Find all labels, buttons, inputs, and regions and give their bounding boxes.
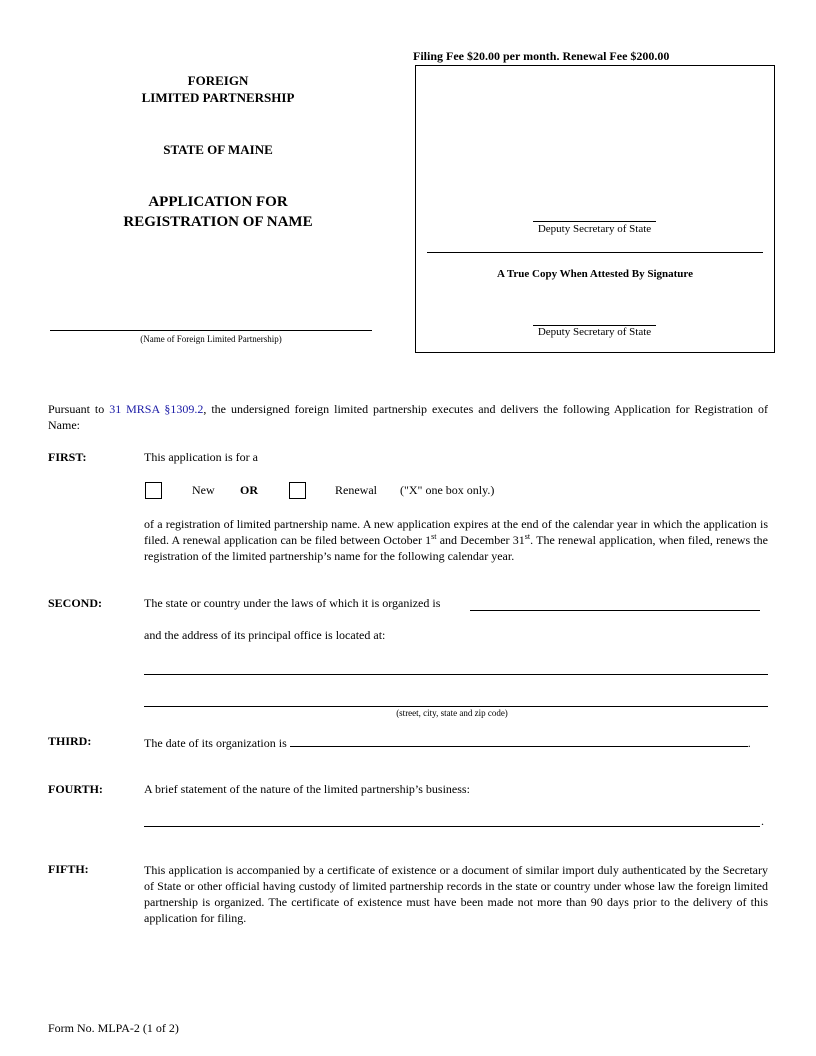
business-nature-field[interactable] [144, 826, 760, 827]
fifth-label: FIFTH: [48, 862, 89, 876]
second-label: SECOND: [48, 596, 103, 610]
state-title: STATE OF MAINE [163, 142, 273, 157]
form-number: Form No. MLPA-2 (1 of 2) [48, 1021, 179, 1035]
title-limited-partnership: LIMITED PARTNERSHIP [141, 90, 295, 105]
new-label: New [192, 483, 215, 497]
fifth-text: This application is accompanied by a certificate of existence or a document of similar import duly authenticated by the Secretary of State or other official having custody of limited partnership records in the state or country under whose law the foreign limited partnership is organized. The certificate of existence must have been made not more than 90 days prior to the delivery of this application for filing. [144, 863, 768, 925]
first-lead: This application is for a [144, 450, 258, 464]
deputy-secretary-label-2: Deputy Secretary of State [537, 326, 652, 338]
second-line1: The state or country under the laws of which it is organized is [144, 596, 441, 610]
filing-fee-text: Filing Fee $20.00 per month. Renewal Fee $200.00 [413, 49, 670, 63]
first-body-b: and December 31 [436, 533, 525, 547]
partnership-name-caption: (Name of Foreign Limited Partnership) [140, 334, 282, 344]
new-checkbox[interactable] [145, 482, 162, 499]
filing-stamp-box [415, 65, 775, 353]
first-sup-2: st [524, 532, 531, 541]
fourth-text: A brief statement of the nature of the limited partnership’s business: [144, 782, 470, 796]
application-title-line2: REGISTRATION OF NAME [123, 214, 313, 230]
organization-date-field[interactable] [290, 734, 748, 747]
partnership-name-field[interactable] [50, 330, 372, 331]
fourth-period: . [761, 814, 764, 828]
first-body-a: of a registration of limited partnership name. A new application expires at the end of the calendar year in which the application is filed. A renewal application can be filed between October 1 [144, 517, 768, 547]
true-copy-text: A True Copy When Attested By Signature [497, 268, 693, 280]
statute-link[interactable]: 31 MRSA §1309.2 [109, 402, 204, 416]
intro-paragraph [48, 401, 768, 433]
third-period: . [747, 736, 751, 750]
one-box-hint: ("X" one box only.) [400, 483, 495, 497]
jurisdiction-field[interactable] [470, 610, 760, 611]
fourth-label: FOURTH: [48, 782, 103, 796]
deputy-signature-line-1[interactable] [533, 221, 656, 222]
third-text: The date of its organization is [144, 736, 287, 750]
address-caption: (street, city, state and zip code) [396, 708, 508, 718]
first-sup-1: st [431, 532, 437, 541]
deputy-secretary-label-1: Deputy Secretary of State [537, 223, 652, 235]
renewal-label: Renewal [335, 483, 377, 497]
second-line2: and the address of its principal office is located at: [144, 628, 386, 642]
intro-post: , the undersigned foreign limited partnership executes and delivers the following Application for Registration of Name: [48, 402, 768, 432]
renewal-checkbox[interactable] [289, 482, 306, 499]
first-body [144, 516, 768, 564]
address-field-line2[interactable] [144, 706, 768, 707]
or-label: OR [240, 483, 258, 497]
application-title-line1: APPLICATION FOR [148, 194, 288, 210]
intro-pre: Pursuant to [48, 402, 110, 416]
first-label: FIRST: [48, 450, 87, 464]
third-row [144, 734, 751, 751]
title-foreign: FOREIGN [187, 73, 249, 88]
third-label: THIRD: [48, 734, 92, 748]
stamp-divider [427, 252, 763, 253]
address-field-line1[interactable] [144, 674, 768, 675]
first-body-c: . The renewal application, when filed, renews the registration of the limited partnership’s name for the following calendar year. [144, 533, 768, 563]
